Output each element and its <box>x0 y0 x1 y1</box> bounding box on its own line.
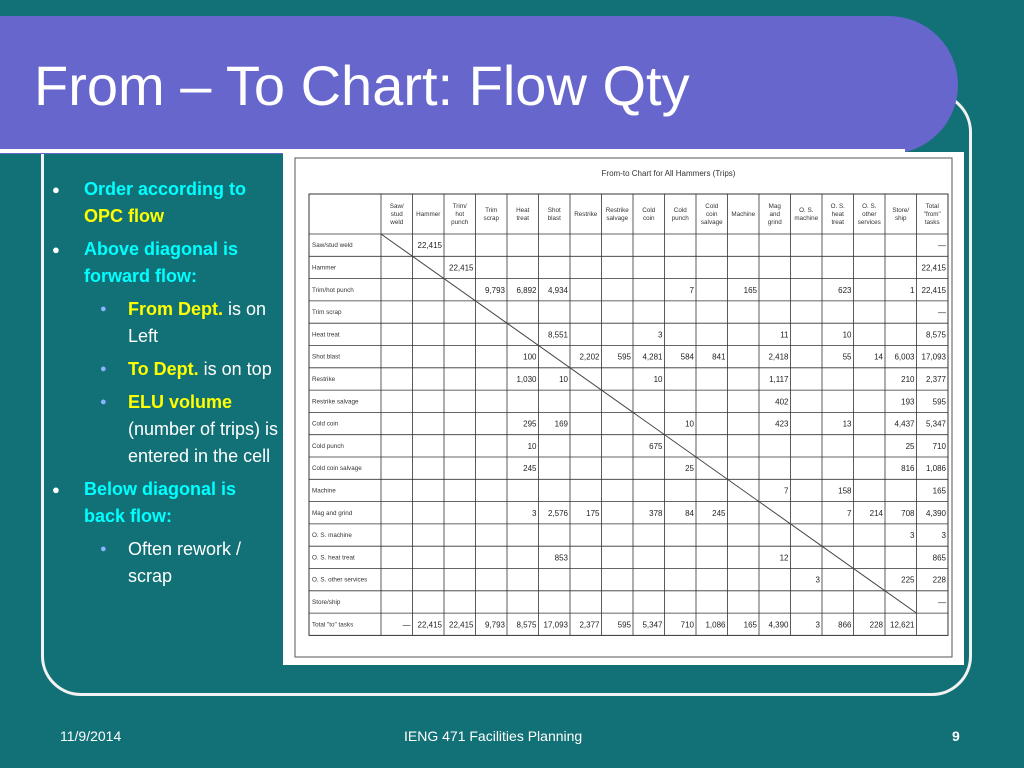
table-cell-value: 25 <box>905 441 915 451</box>
column-header-label: Cold <box>705 203 719 210</box>
table-cell-value: 1,086 <box>925 464 946 474</box>
row-header-label: Shot blast <box>312 353 341 361</box>
column-header-label: Shot <box>547 207 561 214</box>
table-cell-value: 378 <box>649 508 663 518</box>
table-cell-value: 22,415 <box>417 620 442 630</box>
table-cell-value: — <box>938 308 946 318</box>
table-cell-value: 169 <box>554 419 568 429</box>
table-cell-value: 595 <box>617 352 631 362</box>
sub-bullet-elu-highlight: ELU volume <box>128 392 233 412</box>
row-header-label: O. S. machine <box>312 532 352 540</box>
column-header-label: O. S. <box>799 207 814 214</box>
diagonal-line <box>381 234 917 613</box>
table-cell-value: — <box>938 597 946 607</box>
table-cell-value: 25 <box>685 464 694 474</box>
row-header-label: Hammer <box>312 264 337 272</box>
table-cell-value: — <box>938 241 946 251</box>
column-header-label: coin <box>705 211 718 218</box>
table-cell-value: 8,551 <box>547 330 568 340</box>
sub-bullet-to-text: is on top <box>198 359 272 379</box>
table-cell-value: 3 <box>815 575 820 585</box>
bullet-above: ● Above diagonal is forward flow: <box>52 236 280 290</box>
table-cell-value: 1,086 <box>705 620 726 630</box>
bullet-order <box>52 176 280 230</box>
column-header-label: Cold <box>673 207 687 214</box>
column-header-label: Trim <box>485 207 498 214</box>
bullet-below: ● Below diagonal is back flow: <box>52 476 280 530</box>
row-header-label: Machine <box>312 487 336 495</box>
table-frame <box>309 194 948 635</box>
column-header-label: Mag <box>768 203 781 210</box>
column-header-label: hot <box>455 211 465 218</box>
footer-date: 11/9/2014 <box>60 728 122 744</box>
bullet-list <box>52 176 280 590</box>
column-header-label: Cold <box>642 207 656 214</box>
table-cell-value: 2,377 <box>579 620 600 630</box>
table-caption: From-to Chart for All Hammers (Trips) <box>601 169 736 178</box>
table-cell-value: 10 <box>653 374 663 384</box>
from-to-chart-image <box>283 152 964 665</box>
table-cell-value: 12,621 <box>890 620 915 630</box>
table-cell-value: 165 <box>743 285 757 295</box>
column-header-label: Store/ <box>892 207 910 214</box>
sub-bullet-from-highlight: From Dept. <box>128 299 224 319</box>
table-cell-value: 4,437 <box>894 419 915 429</box>
column-header-label: machine <box>794 215 819 222</box>
table-cell-value: 4,934 <box>547 285 568 295</box>
table-cell-value: 8,575 <box>925 330 946 340</box>
table-cell-value: 3 <box>941 531 946 541</box>
slide-title: From – To Chart: Flow Qty <box>34 54 690 117</box>
table-cell-value: 3 <box>815 620 820 630</box>
footer-title: IENG 471 Facilities Planning <box>404 728 583 744</box>
table-cell-value: 9,793 <box>484 620 505 630</box>
table-cell-value: 22,415 <box>449 263 474 273</box>
column-header-label: salvage <box>700 219 723 226</box>
table-cell-value: 228 <box>932 575 946 585</box>
sub-bullet-from <box>52 296 280 350</box>
row-header-label: O. S. heat treat <box>312 554 355 562</box>
table-cell-value: 245 <box>523 464 537 474</box>
table-cell-value: 17,093 <box>921 352 946 362</box>
table-cell-value: 5,347 <box>642 620 663 630</box>
table-cell-value: 100 <box>523 352 537 362</box>
table-cell-value: 11 <box>780 330 789 340</box>
table-cell-value: 12 <box>779 553 789 563</box>
table-cell-value: 165 <box>932 486 946 496</box>
table-cell-value: 623 <box>838 285 852 295</box>
bullet-order-highlight: OPC flow <box>84 206 164 226</box>
column-header-label: Restrike <box>605 207 629 214</box>
row-header-label: Restrike <box>312 375 336 383</box>
bullet-order-text: Order according to <box>84 179 247 199</box>
table-cell-value: 2,418 <box>768 352 789 362</box>
table-cell-value: 584 <box>680 352 694 362</box>
column-header-label: and <box>769 211 781 218</box>
sub-bullet-rework: ● Often rework / scrap <box>52 536 280 590</box>
sub-bullet-to-highlight: To Dept. <box>128 359 199 379</box>
column-header-label: O. S. <box>830 203 845 210</box>
column-header-label: coin <box>642 215 655 222</box>
column-header-label: services <box>857 219 881 226</box>
column-header-label: heat <box>831 211 844 218</box>
table-cell-value: 3 <box>910 531 915 541</box>
table-cell-value: 2,202 <box>579 352 600 362</box>
table-cell-value: 423 <box>775 419 789 429</box>
table-cell-value: 1 <box>910 285 915 295</box>
table-cell-value: — <box>402 620 411 630</box>
column-header-label: treat <box>831 219 845 226</box>
row-header-label: Cold coin <box>312 420 339 428</box>
table-cell-value: 10 <box>842 330 852 340</box>
table-cell-value: 866 <box>838 620 852 630</box>
table-cell-value: 402 <box>775 397 789 407</box>
sub-bullet-elu-text: (number of trips) is entered in the cell <box>128 419 279 466</box>
table-cell-value: 8,575 <box>516 620 537 630</box>
column-header-label: punch <box>451 219 469 226</box>
table-cell-value: 295 <box>523 419 537 429</box>
table-cell-value: 4,390 <box>768 620 789 630</box>
table-cell-value: 595 <box>932 397 946 407</box>
table-cell-value: 165 <box>743 620 757 630</box>
title-bar <box>0 16 958 154</box>
sub-bullet-to <box>52 356 280 383</box>
table-cell-value: 22,415 <box>921 285 946 295</box>
page-number: 9 <box>952 728 960 744</box>
row-header-label: Cold coin salvage <box>312 465 362 473</box>
table-cell-value: 1,117 <box>769 374 789 384</box>
table-cell-value: 7 <box>784 486 789 496</box>
table-cell-value: 22,415 <box>417 241 442 251</box>
table-cell-value: 228 <box>869 620 883 630</box>
table-cell-value: 6,892 <box>516 285 537 295</box>
column-header-label: Machine <box>731 211 756 218</box>
table-cell-value: 708 <box>901 508 915 518</box>
table-cell-value: 17,093 <box>543 620 568 630</box>
table-cell-value: 158 <box>838 486 852 496</box>
row-header-label: Saw/stud weld <box>312 242 353 250</box>
column-header-label: salvage <box>606 215 629 222</box>
column-header-label: Saw/ <box>389 203 404 210</box>
column-header-label: tasks <box>924 219 940 226</box>
table-cell-value: 55 <box>842 352 852 362</box>
row-header-label: Restrike salvage <box>312 398 359 406</box>
sub-bullet-from-text: is on Left <box>128 299 267 346</box>
table-cell-value: 22,415 <box>449 620 474 630</box>
table-cell-value: 595 <box>617 620 631 630</box>
table-cell-value: 214 <box>869 508 883 518</box>
table-cell-value: 225 <box>901 575 915 585</box>
row-header-label: Store/ship <box>312 598 341 606</box>
table-cell-value: 22,415 <box>921 263 946 273</box>
column-header-label: ship <box>894 215 907 222</box>
column-header-label: Hammer <box>416 211 441 218</box>
column-header-label: Heat <box>516 207 530 214</box>
table-cell-value: 3 <box>658 330 663 340</box>
row-header-label: Mag and grind <box>312 509 353 517</box>
table-cell-value: 841 <box>712 352 726 362</box>
column-header-label: Trim/ <box>452 203 467 210</box>
column-header-label: treat <box>516 215 530 222</box>
table-cell-value: 865 <box>932 553 946 563</box>
sub-bullet-elu <box>52 389 280 470</box>
column-header-label: Restrike <box>574 211 598 218</box>
table-cell-value: 84 <box>685 508 694 518</box>
table-cell-value: 7 <box>847 508 852 518</box>
table-cell-value: 710 <box>932 441 946 451</box>
row-header-label: Total "to" tasks <box>312 621 354 629</box>
column-header-label: O. S. <box>862 203 877 210</box>
column-header-label: "from" <box>923 211 941 218</box>
row-header-label: Trim scrap <box>312 309 342 317</box>
column-header-label: weld <box>390 219 404 226</box>
table-cell-value: 853 <box>554 553 568 563</box>
column-header-label: Total <box>925 203 939 210</box>
table-cell-value: 3 <box>532 508 537 518</box>
from-to-chart-svg <box>283 152 964 665</box>
table-cell-value: 4,281 <box>642 352 663 362</box>
table-cell-value: 13 <box>842 419 852 429</box>
table-cell-value: 210 <box>901 374 915 384</box>
table-cell-value: 2,377 <box>925 374 946 384</box>
row-header-label: Heat treat <box>312 331 340 339</box>
table-cell-value: 6,003 <box>894 352 915 362</box>
table-cell-value: 2,576 <box>547 508 568 518</box>
table-cell-value: 816 <box>901 464 915 474</box>
table-cell-value: 675 <box>649 441 663 451</box>
table-cell-value: 193 <box>901 397 915 407</box>
table-cell-value: 10 <box>559 374 568 384</box>
table-cell-value: 4,390 <box>925 508 946 518</box>
table-cell-value: 10 <box>527 441 537 451</box>
table-cell-value: 175 <box>586 508 600 518</box>
column-header-label: scrap <box>483 215 499 222</box>
table-cell-value: 14 <box>874 352 883 362</box>
column-header-label: grind <box>767 219 782 226</box>
table-cell-value: 710 <box>680 620 694 630</box>
column-header-label: blast <box>547 215 561 222</box>
row-header-label: O. S. other services <box>312 576 368 584</box>
table-cell-value: 1,030 <box>516 374 537 384</box>
row-header-label: Trim/hot punch <box>312 286 354 294</box>
column-header-label: punch <box>671 215 689 222</box>
row-header-label: Cold punch <box>312 442 344 450</box>
table-cell-value: 7 <box>689 285 694 295</box>
column-header-label: other <box>862 211 877 218</box>
table-cell-value: 5,347 <box>925 419 946 429</box>
table-cell-value: 245 <box>712 508 726 518</box>
column-header-label: stud <box>390 211 403 218</box>
table-cell-value: 9,793 <box>484 285 505 295</box>
table-cell-value: 10 <box>685 419 694 429</box>
